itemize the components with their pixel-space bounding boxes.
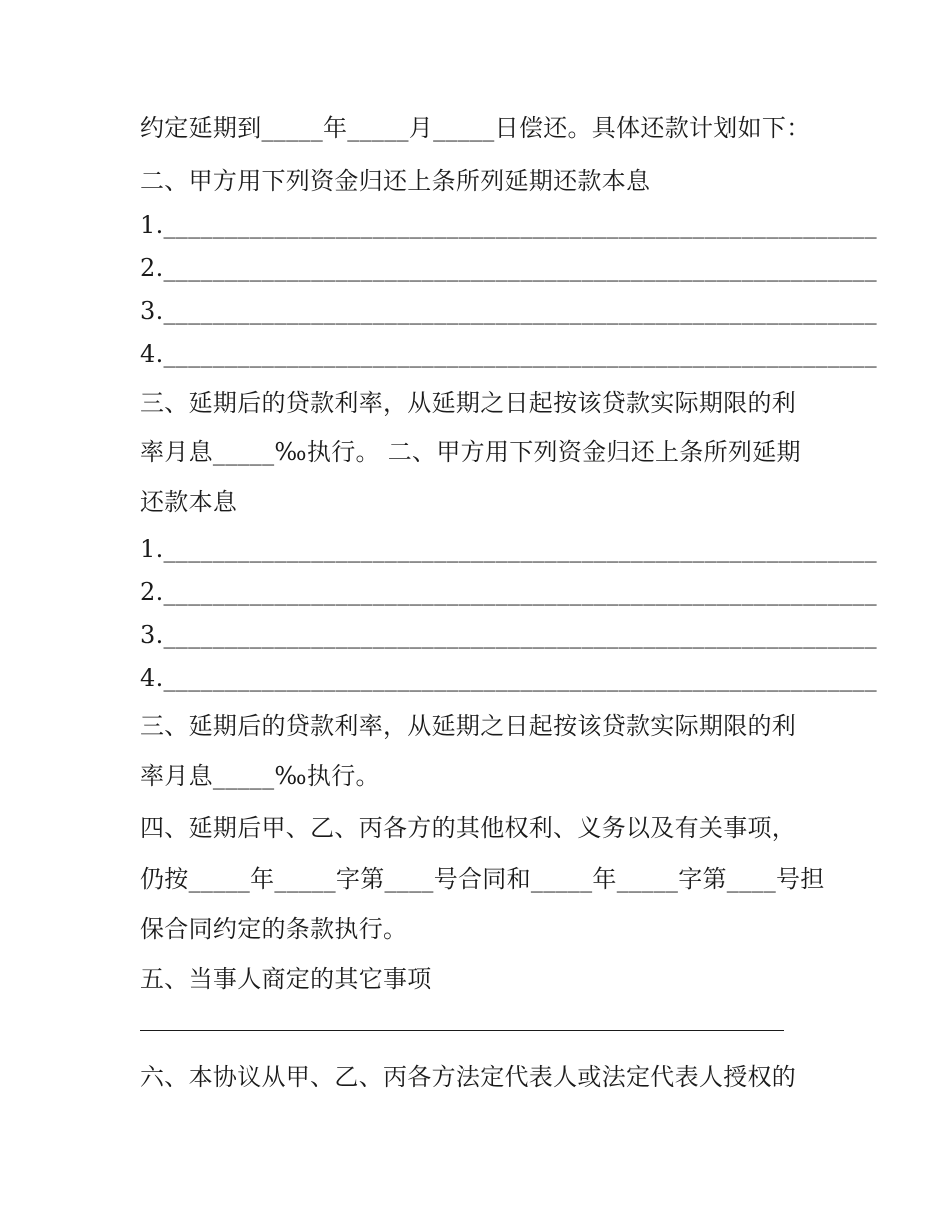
section-heading: 二、甲方用下列资金归还上条所列延期还款本息 <box>140 167 651 195</box>
numbered-blank-line: 1.__________________________________________________________ <box>140 535 877 563</box>
blank-answer-line <box>140 1030 784 1031</box>
section-heading: 六、本协议从甲、乙、丙各方法定代表人或法定代表人授权的 <box>140 1063 797 1091</box>
text-line: 保合同约定的条款执行。 <box>140 915 408 943</box>
section-heading: 四、延期后甲、乙、丙各方的其他权利、义务以及有关事项， <box>140 814 797 842</box>
text-line: 还款本息 <box>140 488 238 516</box>
numbered-blank-line: 1.__________________________________________________________ <box>140 211 877 239</box>
text-line: 率月息_____‰执行。 二、甲方用下列资金归还上条所列延期 <box>140 438 801 466</box>
section-heading: 五、当事人商定的其它事项 <box>140 965 432 993</box>
numbered-blank-line: 2.__________________________________________________________ <box>140 578 877 606</box>
numbered-blank-line: 3.__________________________________________________________ <box>140 621 877 649</box>
section-heading: 三、延期后的贷款利率，从延期之日起按该贷款实际期限的利 <box>140 389 797 417</box>
numbered-blank-line: 4.__________________________________________________________ <box>140 664 877 692</box>
numbered-blank-line: 2.__________________________________________________________ <box>140 254 877 282</box>
numbered-blank-line: 3.__________________________________________________________ <box>140 297 877 325</box>
numbered-blank-line: 4.__________________________________________________________ <box>140 340 877 368</box>
text-line: 率月息_____‰执行。 <box>140 762 380 790</box>
text-line: 仍按_____年_____字第____号合同和_____年_____字第____号担 <box>140 865 825 893</box>
section-heading: 三、延期后的贷款利率，从延期之日起按该贷款实际期限的利 <box>140 712 797 740</box>
text-line: 约定延期到_____年_____月_____日偿还。具体还款计划如下： <box>140 114 811 142</box>
